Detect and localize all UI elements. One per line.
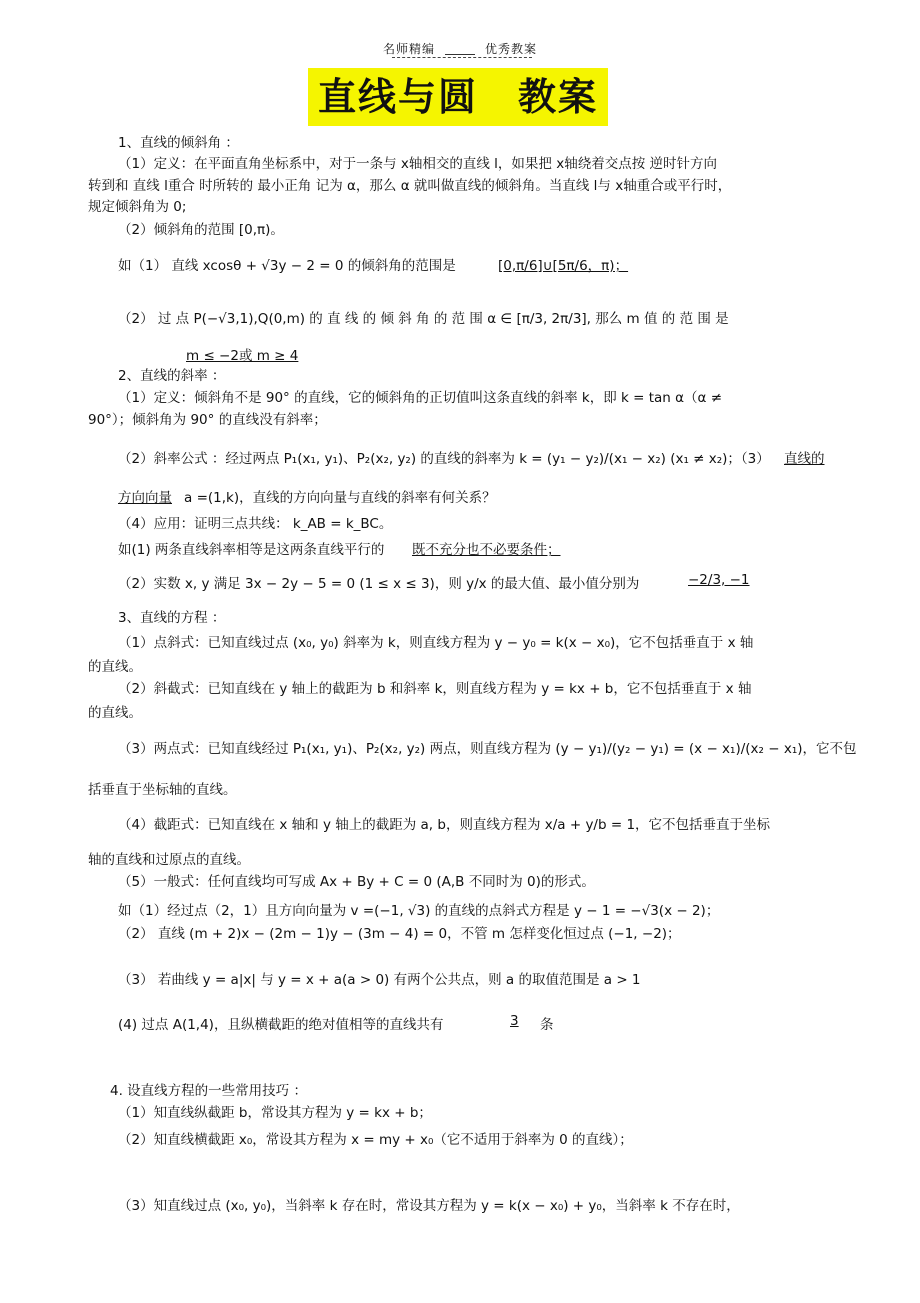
angle-range-line: （2）倾斜角的范围 [0,π)。 <box>118 222 284 238</box>
slope-intercept-form: （2）斜截式：已知直线在 y 轴上的截距为 b 和斜率 k，则直线方程为 y = kx + b，它不包括垂直于 x 轴 <box>118 681 752 697</box>
header-right-text: 优秀教案 <box>485 42 538 56</box>
example-2-answer: m ≤ −2或 m ≥ 4 <box>186 348 299 364</box>
section-3-heading: 3、直线的方程 ： <box>118 610 226 626</box>
slope-formula-line: （2）斜率公式 ：经过两点 P₁(x₁, y₁)、P₂(x₂, y₂) 的直线的斜率为 k = (y₁ − y₂)/(x₁ − x₂) (x₁ ≠ x₂)；（3） <box>118 451 770 467</box>
point-slope-form-cont: 的直线。 <box>88 659 142 675</box>
example-intercept-question: (4) 过点 A(1,4)，且纵横截距的绝对值相等的直线共有 <box>118 1017 444 1033</box>
example-parallel-answer: 既不充分也不必要条件； <box>412 542 561 558</box>
example-2-question: （2） 过 点 P(−√3,1),Q(0,m) 的 直 线 的 倾 斜 角 的 范 围 α ∈ [π/3, 2π/3], 那么 m 值 的 范 围 是 <box>118 311 729 327</box>
example-curve-intersect: （3） 若曲线 y = a|x| 与 y = x + a(a > 0) 有两个公共点，则 a 的取值范围是 a > 1 <box>118 972 641 988</box>
header-separator <box>445 54 475 55</box>
tip-y-intercept: （1）知直线纵截距 b，常设其方程为 y = kx + b； <box>118 1105 432 1121</box>
header-left-text: 名师精编 <box>382 42 435 56</box>
direction-vector-label-1: 直线的 <box>784 451 825 467</box>
slope-definition-line-2: 90°）；倾斜角为 90° 的直线没有斜率； <box>88 412 327 428</box>
section-4-heading: 4. 设直线方程的一些常用技巧 ： <box>110 1083 307 1099</box>
slope-intercept-form-cont: 的直线。 <box>88 705 142 721</box>
example-parallel-question: 如(1) 两条直线斜率相等是这两条直线平行的 <box>118 542 385 558</box>
header-rule <box>392 57 532 58</box>
point-slope-form: （1）点斜式：已知直线过点 (x₀, y₀) 斜率为 k，则直线方程为 y − y₀ = k(x − x₀)，它不包括垂直于 x 轴 <box>118 635 754 651</box>
example-fixed-point: （2） 直线 (m + 2)x − (2m − 1)y − (3m − 4) = 0，不管 m 怎样变化恒过点 (−1, −2)； <box>118 926 681 942</box>
section-2-heading: 2、直线的斜率 ： <box>118 368 226 384</box>
example-extreme-question: （2）实数 x, y 满足 3x − 2y − 5 = 0 (1 ≤ x ≤ 3)，则 y/x 的最大值、最小值分别为 <box>118 576 640 592</box>
example-point-slope: 如（1）经过点（2，1）且方向向量为 v =(−1, √3) 的直线的点斜式方程是 y − 1 = −√3(x − 2)； <box>118 903 720 919</box>
example-1-answer: [0,π/6]∪[5π/6，π)； <box>498 258 629 274</box>
slope-definition-line-1: （1）定义：倾斜角不是 90° 的直线，它的倾斜角的正切值叫这条直线的斜率 k，即 k = tan α（α ≠ <box>118 390 723 406</box>
document-title: 直线与圆 教案 <box>308 68 608 126</box>
tip-x-intercept: （2）知直线横截距 x₀，常设其方程为 x = my + x₀（它不适用于斜率为 0 的直线）； <box>118 1132 633 1148</box>
two-point-form-cont: 括垂直于坐标轴的直线。 <box>88 782 237 798</box>
definition-line-3: 规定倾斜角为 0; <box>88 199 187 215</box>
example-intercept-answer: 3 <box>510 1013 519 1029</box>
intercept-form-cont: 轴的直线和过原点的直线。 <box>88 852 250 868</box>
example-extreme-answer: −2/3, −1 <box>688 572 750 588</box>
definition-line-2: 转到和 直线 l重合 时所转的 最小正角 记为 α，那么 α 就叫做直线的倾斜角。当直线 l与 x轴重合或平行时， <box>88 178 732 194</box>
section-1-heading: 1、直线的倾斜角 ： <box>118 135 239 151</box>
two-point-form: （3）两点式：已知直线经过 P₁(x₁, y₁)、P₂(x₂, y₂) 两点，则直线方程为 (y − y₁)/(y₂ − y₁) = (x − x₁)/(x₂ − x₁)，它不包 <box>118 741 857 757</box>
tip-point: （3）知直线过点 (x₀, y₀)，当斜率 k 存在时，常设其方程为 y = k(x − x₀) + y₀，当斜率 k 不存在时， <box>118 1198 740 1214</box>
page-header <box>0 40 920 57</box>
example-intercept-unit: 条 <box>540 1017 554 1033</box>
direction-vector-question: a =(1,k)，直线的方向向量与直线的斜率有何关系？ <box>184 490 496 506</box>
definition-line-1: （1）定义：在平面直角坐标系中，对于一条与 x轴相交的直线 l，如果把 x轴绕着交点按 逆时针方向 <box>118 156 717 172</box>
general-form: （5）一般式：任何直线均可写成 Ax + By + C = 0 (A,B 不同时为 0)的形式。 <box>118 874 595 890</box>
direction-vector-label-2: 方向向量 <box>118 490 172 506</box>
collinear-application: （4）应用：证明三点共线： k_AB = k_BC。 <box>118 516 393 532</box>
example-1-question: 如（1） 直线 xcosθ + √3y − 2 = 0 的倾斜角的范围是 <box>118 258 456 274</box>
intercept-form: （4）截距式：已知直线在 x 轴和 y 轴上的截距为 a, b，则直线方程为 x/a + y/b = 1，它不包括垂直于坐标 <box>118 817 771 833</box>
